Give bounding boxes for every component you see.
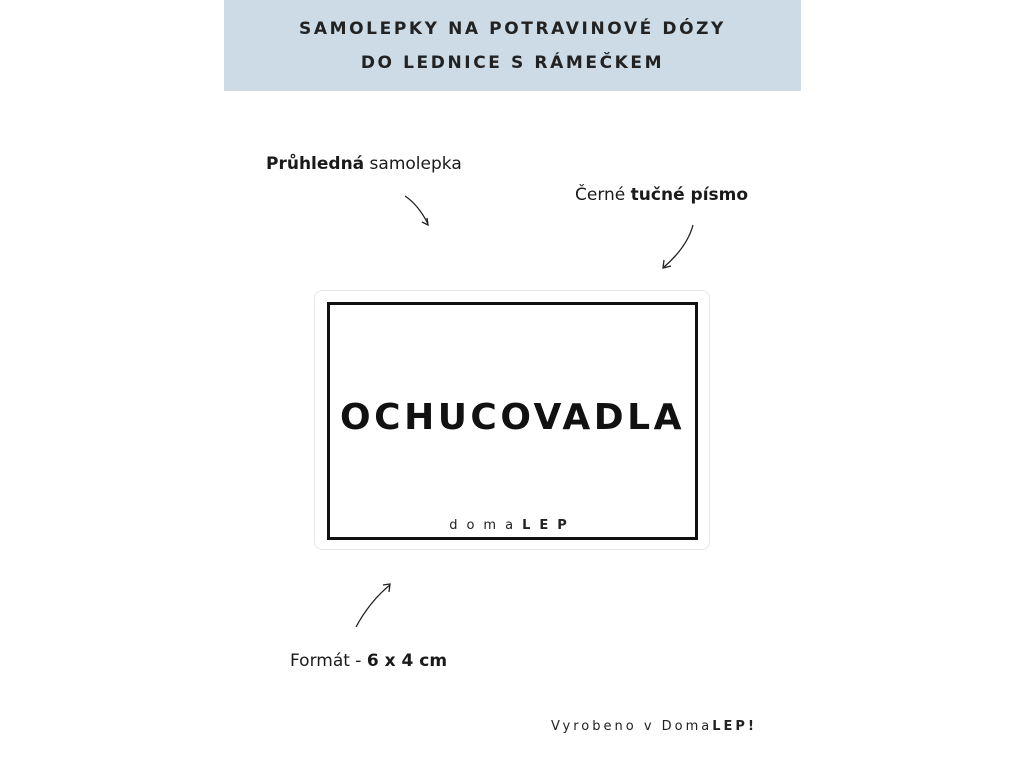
header-title-line-2: DO LEDNICE S RÁMEČKEM bbox=[360, 52, 665, 73]
sticker-brand bbox=[327, 518, 698, 533]
footer-made-by bbox=[551, 719, 757, 734]
callout-format bbox=[290, 651, 447, 671]
footer-bold: LEP! bbox=[712, 719, 757, 734]
header-banner bbox=[224, 0, 801, 91]
arrow-format-icon bbox=[350, 580, 396, 630]
sticker-title: OCHUCOVADLA bbox=[340, 397, 685, 438]
arrow-transparent-icon bbox=[400, 192, 436, 232]
callout-format-prefix: Formát - bbox=[290, 651, 367, 671]
arrow-font-icon bbox=[655, 222, 699, 272]
callout-format-bold: 6 x 4 cm bbox=[366, 651, 448, 671]
footer-prefix: Vyrobeno v Doma bbox=[551, 719, 713, 734]
sticker-brand-prefix: doma bbox=[449, 518, 523, 533]
callout-font-bold: tučné písmo bbox=[630, 185, 749, 205]
callout-transparent-bold: Průhledná bbox=[266, 154, 365, 174]
callout-transparent-rest: samolepka bbox=[364, 154, 462, 174]
callout-transparent-sticker bbox=[266, 154, 462, 174]
callout-bold-font bbox=[575, 185, 748, 205]
sticker-brand-bold: LEP bbox=[522, 518, 576, 533]
header-title-line-1: SAMOLEPKY NA POTRAVINOVÉ DÓZY bbox=[299, 18, 726, 39]
callout-font-prefix: Černé bbox=[575, 185, 631, 205]
